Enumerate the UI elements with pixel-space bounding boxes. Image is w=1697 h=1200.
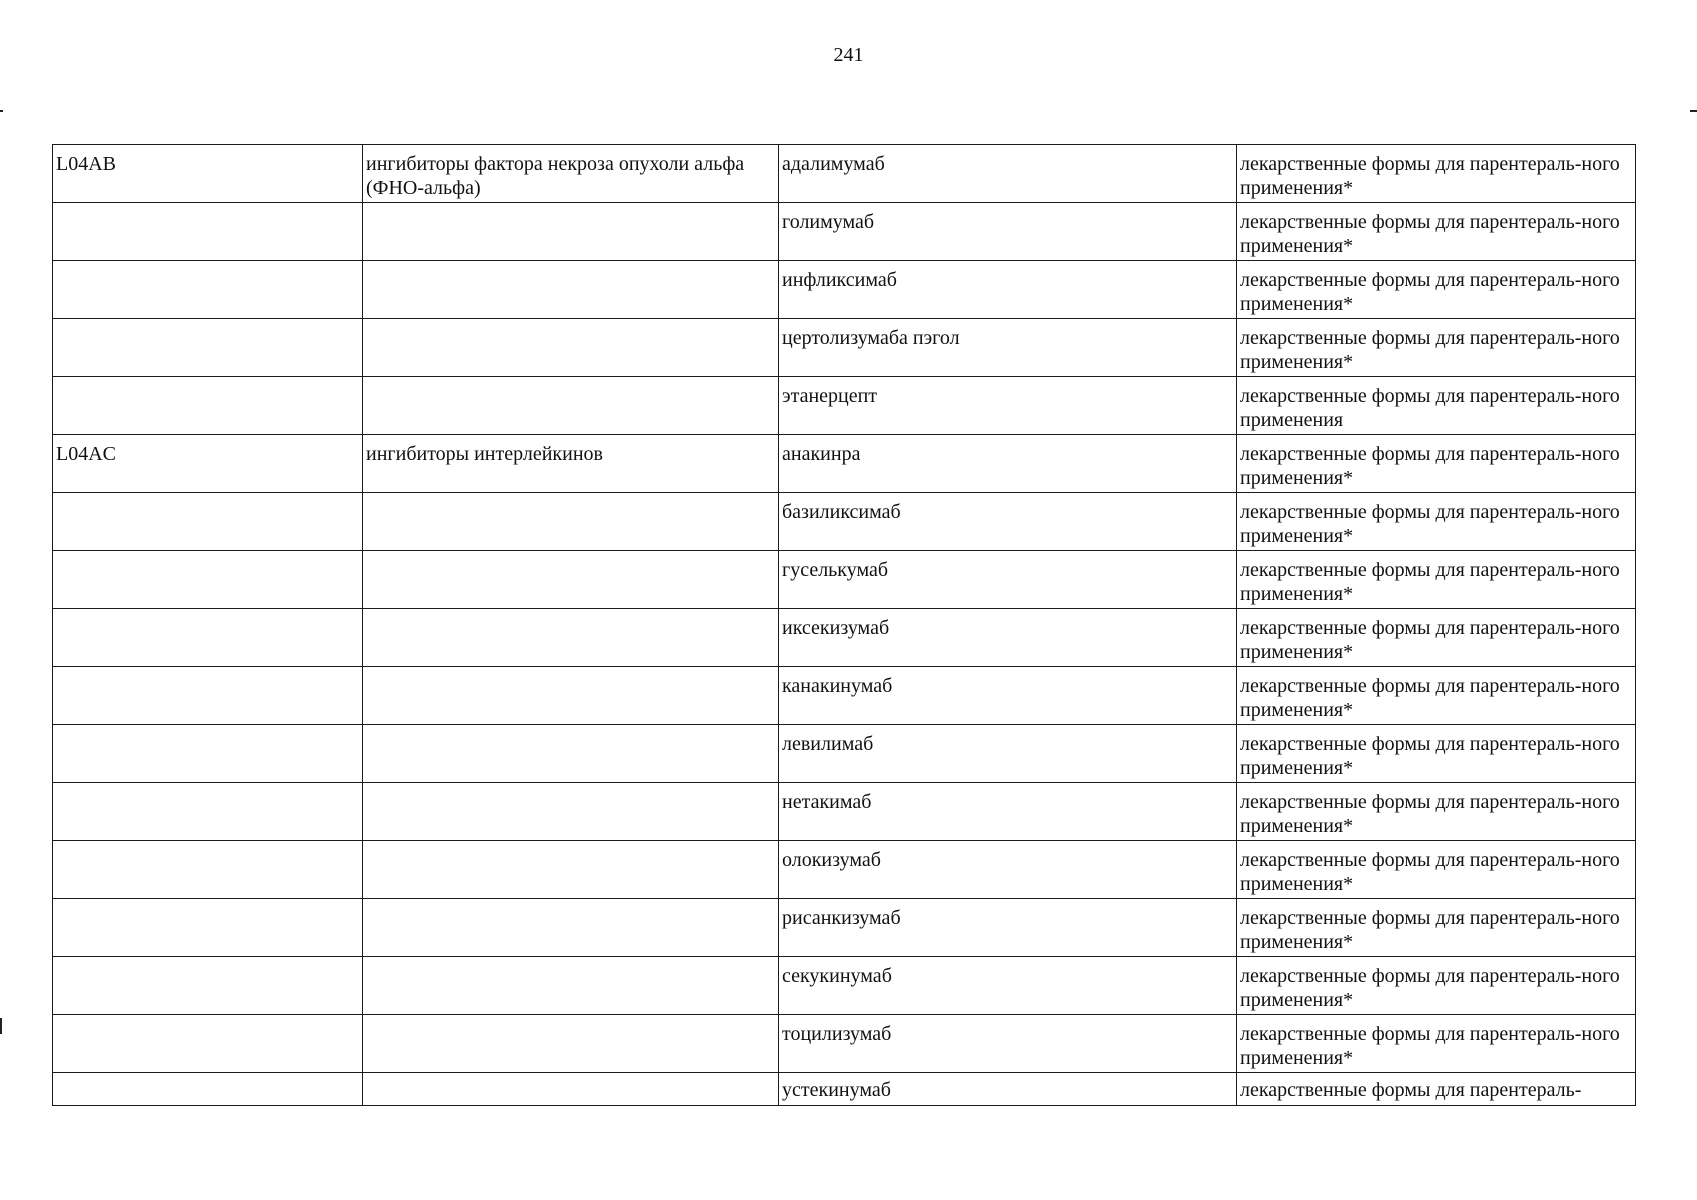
cell-code — [53, 551, 363, 609]
page-number: 241 — [833, 44, 864, 66]
table-row — [53, 667, 1636, 725]
cell-form: лекарственные формы для парентераль-ного применения — [1237, 377, 1636, 435]
table-row — [53, 551, 1636, 609]
cell-group — [363, 493, 779, 551]
left-edge-mark-lower — [0, 1018, 2, 1034]
cell-form: лекарственные формы для парентераль-ного применения* — [1237, 1015, 1636, 1073]
table-row — [53, 377, 1636, 435]
cell-form: лекарственные формы для парентераль-ного применения* — [1237, 203, 1636, 261]
cell-group — [363, 725, 779, 783]
cell-form: лекарственные формы для парентераль-ного применения* — [1237, 261, 1636, 319]
cell-form: лекарственные формы для парентераль-ного применения* — [1237, 319, 1636, 377]
table-row — [53, 145, 1636, 203]
cell-group — [363, 319, 779, 377]
cell-group — [363, 551, 779, 609]
cell-name: базиликсимаб — [779, 493, 1237, 551]
table-row — [53, 493, 1636, 551]
cell-name: нетакимаб — [779, 783, 1237, 841]
table-row — [53, 1015, 1636, 1073]
cell-group — [363, 783, 779, 841]
cell-group: ингибиторы интерлейкинов — [363, 435, 779, 493]
cell-code — [53, 667, 363, 725]
cell-form: лекарственные формы для парентераль-ного применения* — [1237, 725, 1636, 783]
cell-name: рисанкизумаб — [779, 899, 1237, 957]
cell-name: голимумаб — [779, 203, 1237, 261]
cell-group — [363, 957, 779, 1015]
cell-group — [363, 1073, 779, 1106]
table-row — [53, 783, 1636, 841]
cell-name: устекинумаб — [779, 1073, 1237, 1106]
table-row — [53, 957, 1636, 1015]
table-row — [53, 725, 1636, 783]
cell-form: лекарственные формы для парентераль-ного применения* — [1237, 493, 1636, 551]
cell-form: лекарственные формы для парентераль-ного применения* — [1237, 783, 1636, 841]
cell-code — [53, 261, 363, 319]
cell-group: ингибиторы фактора некроза опухоли альфа (ФНО-альфа) — [363, 145, 779, 203]
cell-group — [363, 261, 779, 319]
table-row — [53, 319, 1636, 377]
cell-code — [53, 609, 363, 667]
cell-code — [53, 783, 363, 841]
cell-form: лекарственные формы для парентераль-ного применения* — [1237, 435, 1636, 493]
cell-code: L04AB — [53, 145, 363, 203]
cell-code — [53, 725, 363, 783]
cell-code — [53, 493, 363, 551]
cell-name: анакинра — [779, 435, 1237, 493]
cell-name: этанерцепт — [779, 377, 1237, 435]
cell-name: левилимаб — [779, 725, 1237, 783]
cell-group — [363, 609, 779, 667]
cell-code — [53, 957, 363, 1015]
cell-name: инфликсимаб — [779, 261, 1237, 319]
cell-form: лекарственные формы для парентераль-ного применения* — [1237, 667, 1636, 725]
cell-code — [53, 319, 363, 377]
cell-group — [363, 203, 779, 261]
cell-group — [363, 667, 779, 725]
cell-form: лекарственные формы для парентераль-ного применения* — [1237, 551, 1636, 609]
cell-name: иксекизумаб — [779, 609, 1237, 667]
cell-group — [363, 841, 779, 899]
table-row — [53, 261, 1636, 319]
left-edge-mark — [0, 110, 3, 112]
cell-form: лекарственные формы для парентераль- — [1237, 1073, 1636, 1106]
cell-name: гуселькумаб — [779, 551, 1237, 609]
cell-code — [53, 1015, 363, 1073]
table-body — [53, 145, 1636, 1106]
cell-name: олокизумаб — [779, 841, 1237, 899]
table-row — [53, 609, 1636, 667]
cell-code — [53, 203, 363, 261]
cell-name: цертолизумаба пэгол — [779, 319, 1237, 377]
cell-form: лекарственные формы для парентераль-ного применения* — [1237, 899, 1636, 957]
cell-code — [53, 1073, 363, 1106]
cell-form: лекарственные формы для парентераль-ного применения* — [1237, 841, 1636, 899]
table-row — [53, 435, 1636, 493]
cell-code: L04AC — [53, 435, 363, 493]
cell-form: лекарственные формы для парентераль-ного применения* — [1237, 957, 1636, 1015]
cell-group — [363, 899, 779, 957]
cell-code — [53, 841, 363, 899]
table-row — [53, 899, 1636, 957]
cell-name: тоцилизумаб — [779, 1015, 1237, 1073]
cell-name: секукинумаб — [779, 957, 1237, 1015]
cell-form: лекарственные формы для парентераль-ного применения* — [1237, 145, 1636, 203]
right-edge-mark — [1690, 110, 1697, 112]
cell-name: канакинумаб — [779, 667, 1237, 725]
cell-name: адалимумаб — [779, 145, 1237, 203]
table-row — [53, 841, 1636, 899]
cell-group — [363, 377, 779, 435]
cell-group — [363, 1015, 779, 1073]
cell-code — [53, 377, 363, 435]
drug-table — [52, 144, 1636, 1106]
cell-code — [53, 899, 363, 957]
cell-form: лекарственные формы для парентераль-ного применения* — [1237, 609, 1636, 667]
table-row — [53, 1073, 1636, 1106]
table-row — [53, 203, 1636, 261]
